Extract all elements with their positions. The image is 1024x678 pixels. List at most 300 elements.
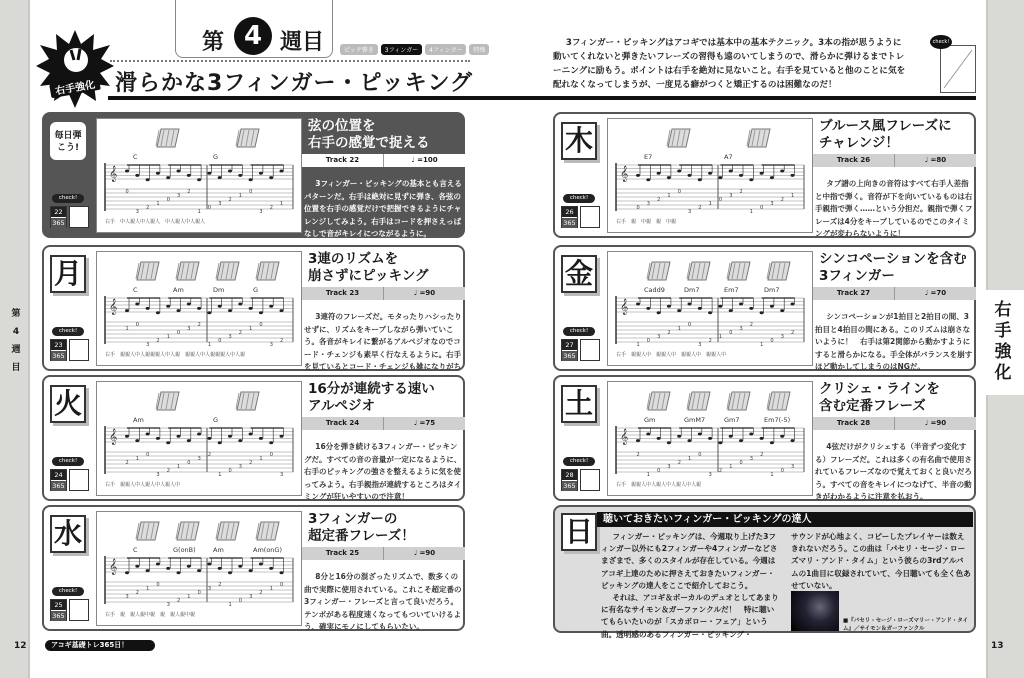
day-counter bbox=[50, 599, 67, 621]
chord-name: Em7(-5) bbox=[764, 416, 791, 424]
practice-panel-25 bbox=[42, 505, 465, 631]
practice-panel-26 bbox=[553, 112, 976, 238]
chord-name: A7 bbox=[724, 153, 733, 161]
day-counter bbox=[50, 206, 67, 228]
tab-number: 1 bbox=[760, 342, 764, 348]
panel-description: 4弦だけがクリシェする（半音ずつ変化する）フレーズだ。これは多くの有名曲で使用されているフレーズなので覚えておくと良いだろう。すべての音をキレイにつなげて、半音の動きがわかるように注意を払おう。 bbox=[815, 442, 972, 501]
note-head bbox=[259, 311, 263, 314]
notation-svg bbox=[608, 119, 812, 232]
note-head bbox=[218, 176, 222, 179]
treble-clef-icon: 𝄞 bbox=[109, 559, 118, 575]
tab-number: 0 bbox=[166, 197, 170, 203]
note-head bbox=[791, 174, 795, 177]
album-cover-image bbox=[791, 591, 839, 631]
sunday-panel bbox=[553, 505, 976, 639]
note-head bbox=[259, 172, 263, 175]
tab-number: 2 bbox=[259, 590, 263, 596]
tab-number: 2 bbox=[125, 460, 129, 466]
side-char: 強 bbox=[994, 342, 1012, 362]
tab-number: 0 bbox=[698, 452, 702, 458]
tab-number: 3 bbox=[228, 334, 232, 340]
note-head bbox=[249, 433, 253, 436]
note-head bbox=[667, 176, 671, 179]
tab-number: 2 bbox=[249, 460, 253, 466]
category-tag[interactable]: 特殊 bbox=[469, 44, 489, 55]
tab-number: 2 bbox=[177, 598, 181, 604]
tempo: ♩ =90 bbox=[894, 417, 976, 430]
side-char: 週 bbox=[11, 345, 21, 355]
practice-panel-27 bbox=[553, 245, 976, 371]
note-head bbox=[688, 439, 692, 442]
sunday-title: 聴いておきたいフィンガー・ピッキングの達人 bbox=[597, 512, 973, 527]
tab-number: 0 bbox=[218, 338, 222, 344]
tab-number: 3 bbox=[749, 456, 753, 462]
note-head bbox=[791, 439, 795, 442]
tab-number: 0 bbox=[677, 189, 681, 195]
note-head bbox=[646, 307, 650, 310]
music-notation bbox=[607, 381, 813, 496]
note-head bbox=[187, 565, 191, 568]
day-box: 木 bbox=[561, 122, 597, 160]
day-count: 22 bbox=[54, 208, 63, 216]
tab-number: 1 bbox=[770, 472, 774, 478]
tab-number: 1 bbox=[269, 586, 273, 592]
tab-number: 2 bbox=[166, 468, 170, 474]
check-box[interactable] bbox=[580, 469, 600, 491]
check-box[interactable] bbox=[69, 339, 89, 361]
tempo: ♩ =75 bbox=[383, 417, 465, 430]
note-head bbox=[280, 170, 284, 173]
note-head bbox=[146, 433, 150, 436]
note-head bbox=[646, 178, 650, 181]
tab-number: 2 bbox=[269, 205, 273, 211]
note-head bbox=[780, 309, 784, 312]
check-bubble: check! bbox=[563, 327, 595, 336]
day-count: 27 bbox=[565, 341, 574, 349]
track-number: Track 28 bbox=[836, 419, 871, 427]
dotted-divider bbox=[110, 60, 470, 62]
tab-number: 0 bbox=[780, 468, 784, 474]
tab-number: 2 bbox=[749, 322, 753, 328]
tab-number: 1 bbox=[667, 193, 671, 199]
music-notation bbox=[96, 118, 302, 233]
day-total: 365 bbox=[52, 612, 65, 620]
series-label: アコギ基礎トレ365日！ bbox=[45, 640, 155, 651]
track-number: Track 24 bbox=[325, 419, 360, 427]
music-notation bbox=[607, 118, 813, 233]
notation-svg bbox=[97, 252, 301, 365]
chord-name: Gm7 bbox=[724, 416, 740, 424]
note-head bbox=[760, 311, 764, 314]
day-total: 365 bbox=[52, 352, 65, 360]
day-counter bbox=[561, 339, 578, 361]
tab-number: 0 bbox=[646, 338, 650, 344]
note-head bbox=[688, 303, 692, 306]
note-head bbox=[677, 435, 681, 438]
note-head bbox=[135, 174, 139, 177]
note-head bbox=[125, 435, 129, 438]
note-head bbox=[238, 439, 242, 442]
note-head bbox=[269, 567, 273, 570]
note-head bbox=[238, 174, 242, 177]
side-char: 4 bbox=[12, 327, 20, 337]
tab-number: 0 bbox=[269, 452, 273, 458]
check-bubble: check! bbox=[930, 35, 952, 49]
note-head bbox=[166, 441, 170, 444]
side-section-label bbox=[988, 300, 1018, 384]
chord-name: Dm7 bbox=[684, 286, 700, 294]
note-head bbox=[708, 172, 712, 175]
note-head bbox=[207, 437, 211, 440]
tab-number: 0 bbox=[249, 189, 253, 195]
note-head bbox=[207, 172, 211, 175]
note-head bbox=[238, 565, 242, 568]
tab-number: 1 bbox=[166, 334, 170, 340]
sunday-paragraph: フィンガー・ピッキングは、今週取り上げた3フィンガー以外にも2フィンガーや4フィンガーなどさまざまで、多くのスタイルが存在している。今週はアコギ上達のために押さえておきたいフィンガー・ピッキングの達人をここで紹介しておこう。 bbox=[601, 532, 778, 590]
note-head bbox=[739, 303, 743, 306]
day-box: 火 bbox=[50, 385, 86, 423]
note-head bbox=[657, 437, 661, 440]
chord-name: Am bbox=[133, 416, 144, 424]
chord-name: Am bbox=[173, 286, 184, 294]
week-tab bbox=[175, 0, 333, 58]
practice-panel-23 bbox=[42, 245, 465, 371]
tab-number: 3 bbox=[657, 334, 661, 340]
track-number: Track 27 bbox=[836, 289, 871, 297]
side-char: 目 bbox=[11, 363, 21, 373]
check-bubble: check! bbox=[52, 587, 84, 596]
practice-panel-24 bbox=[42, 375, 465, 501]
album-caption: ■『パセリ・セージ・ローズマリー・アンド・タイム』／サイモン＆ガーファンクル bbox=[843, 618, 969, 632]
note-head bbox=[688, 174, 692, 177]
tab-number: 1 bbox=[708, 201, 712, 207]
tab-number: 0 bbox=[187, 460, 191, 466]
tab-number: 3 bbox=[135, 209, 139, 215]
tab-number: 3 bbox=[218, 201, 222, 207]
track-info bbox=[302, 154, 465, 167]
panel-title: クリシェ・ラインを 含む定番フレーズ bbox=[819, 381, 940, 414]
page-title: 滑らかな3フィンガー・ピッキング bbox=[115, 71, 474, 96]
panel-description: 16分を弾き続ける3フィンガー・ピッキングだ。すべての音の音量が一定になるように、右手のピッキングの強さを整えるように気を使ってみよう。右手親指が連続するところはタイミングが狂いやすいので注意！ bbox=[304, 442, 462, 501]
panel-title: シンコペーションを含む 3フィンガー bbox=[819, 251, 967, 284]
tab-number: 3 bbox=[770, 201, 774, 207]
note-head bbox=[259, 563, 263, 566]
note-head bbox=[677, 309, 681, 312]
right-hand-fingering: 右手 親親人中 親親人中 親親人中 親親人中 bbox=[616, 352, 727, 358]
note-head bbox=[249, 307, 253, 310]
tab-number: 2 bbox=[197, 322, 201, 328]
note-head bbox=[760, 172, 764, 175]
tab-number: 1 bbox=[218, 472, 222, 478]
notation-svg bbox=[608, 382, 812, 495]
tab-number: 1 bbox=[228, 602, 232, 608]
category-tag[interactable]: 4フィンガー bbox=[425, 44, 466, 55]
note-head bbox=[677, 170, 681, 173]
tab-number: 1 bbox=[636, 342, 640, 348]
note-head bbox=[228, 170, 232, 173]
tab-number: 3 bbox=[146, 342, 150, 348]
chord-name: Gm bbox=[644, 416, 656, 424]
chord-name: Dm bbox=[213, 286, 225, 294]
note-head bbox=[125, 571, 129, 574]
note-head bbox=[708, 437, 712, 440]
note-head bbox=[156, 172, 160, 175]
tab-number: 1 bbox=[791, 193, 795, 199]
note-head bbox=[780, 435, 784, 438]
note-head bbox=[177, 435, 181, 438]
note-head bbox=[218, 567, 222, 570]
note-head bbox=[228, 571, 232, 574]
note-head bbox=[177, 170, 181, 173]
starburst-logo-icon bbox=[36, 30, 114, 110]
check-bubble: check! bbox=[563, 457, 595, 466]
note-head bbox=[646, 433, 650, 436]
category-tag[interactable]: ピック弾き bbox=[340, 44, 378, 55]
page-number-left: 12 bbox=[14, 641, 27, 651]
note-head bbox=[135, 439, 139, 442]
note-head bbox=[166, 176, 170, 179]
tab-number: 1 bbox=[197, 209, 201, 215]
note-head bbox=[269, 176, 273, 179]
tab-number: 1 bbox=[259, 456, 263, 462]
note-head bbox=[760, 437, 764, 440]
sunday-paragraph: それは、アコギ＆ボーカルのデュオとしてあまりに有名なサイモン＆ガーファンクルだ！ 特に聴いてもらいたいのが「スカボロー・フェア」という曲。透明感のあるフィンガー・ピッキング・ bbox=[601, 593, 779, 639]
note-head bbox=[269, 305, 273, 308]
tab-number: 2 bbox=[146, 205, 150, 211]
tab-number: 0 bbox=[125, 189, 129, 195]
side-char: 右 bbox=[994, 300, 1012, 320]
day-box-sunday: 日 bbox=[561, 513, 597, 551]
note-head bbox=[636, 174, 640, 177]
tab-number: 0 bbox=[177, 330, 181, 336]
tab-number: 1 bbox=[125, 326, 129, 332]
track-number: Track 25 bbox=[325, 549, 360, 557]
check-slash-icon bbox=[941, 46, 974, 91]
tab-number: 2 bbox=[238, 330, 242, 336]
note-head bbox=[249, 569, 253, 572]
note-head bbox=[749, 433, 753, 436]
check-box[interactable] bbox=[69, 599, 89, 621]
panel-description: 3連符のフレーズだ。モタったりハシったりせずに、リズムをキープしながら弾いていこう。各音がキレイに繋がるアルペジオなのでコード・チェンジも素早く行なえるように。右手を見ているとコード・チェンジも雑になりがち bbox=[304, 312, 462, 371]
check-box[interactable] bbox=[580, 206, 600, 228]
note-head bbox=[657, 172, 661, 175]
chord-name: GmM7 bbox=[684, 416, 706, 424]
note-head bbox=[197, 307, 201, 310]
tab-number: 1 bbox=[718, 334, 723, 340]
tab-number: 0 bbox=[739, 460, 743, 466]
tab-number: 3 bbox=[667, 464, 671, 470]
panel-description: シンコペーションが1拍目と2拍目の間、3拍目と4拍目の間にある。このリズムは崩さないように！ 右手は第2関節から動かすようにすると滑らかになる。手全体がバランスを崩すほど動かしてしまうのはNGだ。 bbox=[815, 312, 973, 371]
chord-name: G bbox=[213, 153, 219, 161]
tab-number: 2 bbox=[677, 460, 681, 466]
day-counter bbox=[561, 469, 578, 491]
day-box: 月 bbox=[50, 255, 86, 293]
treble-clef-icon: 𝄞 bbox=[109, 166, 118, 182]
note-head bbox=[197, 178, 201, 181]
tab-number: 1 bbox=[207, 342, 212, 348]
note-head bbox=[708, 311, 712, 314]
note-head bbox=[146, 569, 150, 572]
check-box[interactable] bbox=[580, 339, 600, 361]
note-head bbox=[770, 176, 774, 179]
note-head bbox=[197, 569, 201, 572]
treble-clef-icon: 𝄞 bbox=[620, 299, 629, 315]
tab-number: 0 bbox=[207, 205, 212, 211]
tab-number: 2 bbox=[156, 338, 160, 344]
chord-name: Dm7 bbox=[764, 286, 780, 294]
week-number: 4 bbox=[234, 17, 272, 55]
note-head bbox=[718, 305, 722, 308]
tab-number: 1 bbox=[177, 464, 181, 470]
tab-number: 2 bbox=[135, 590, 139, 596]
note-head bbox=[259, 437, 263, 440]
tab-number: 0 bbox=[718, 197, 723, 203]
note-head bbox=[739, 174, 743, 177]
tab-number: 2 bbox=[228, 197, 232, 203]
tab-number: 3 bbox=[197, 456, 201, 462]
tab-number: 1 bbox=[729, 464, 733, 470]
chord-name: E7 bbox=[644, 153, 653, 161]
tab-number: 3 bbox=[249, 594, 253, 600]
note-head bbox=[269, 441, 273, 444]
tab-number: 0 bbox=[688, 322, 692, 328]
side-week-label bbox=[8, 305, 24, 377]
day-counter bbox=[50, 469, 67, 491]
chord-name: Cadd9 bbox=[644, 286, 665, 294]
day-total: 365 bbox=[563, 219, 576, 227]
tempo: ♩ =70 bbox=[894, 287, 976, 300]
treble-clef-icon: 𝄞 bbox=[620, 429, 629, 445]
tab-number: 1 bbox=[187, 594, 191, 600]
tab-number: 2 bbox=[218, 582, 222, 588]
day-counter bbox=[561, 206, 578, 228]
tempo: ♩ =100 bbox=[383, 154, 465, 167]
side-char: 第 bbox=[11, 309, 21, 319]
page-number-right: 13 bbox=[991, 641, 1004, 651]
practice-panel-22 bbox=[42, 112, 465, 238]
tab-number: 1 bbox=[156, 201, 160, 207]
week-prefix: 第 bbox=[202, 30, 225, 55]
track-info bbox=[302, 547, 465, 560]
tab-number: 0 bbox=[760, 205, 764, 211]
tab-number: 3 bbox=[269, 342, 273, 348]
right-hand-fingering: 右手 親親人中人親人中人親人中人親 bbox=[616, 482, 702, 488]
day-count: 28 bbox=[565, 471, 574, 479]
intro-text: 3フィンガー・ピッキングはアコギでは基本中の基本テクニック。3本の指が思うように動いてくれないと弾きたいフレーズの習得も遠のいてしまうので、滑らかに弾けるまでトレーニングに励もう。ポイントは右手を絶対に見ないこと。右手を見ていると他のことに気を配れなくなってしまうが、一度見る癖がつくと矯正するのは困難なのだ！ bbox=[553, 38, 906, 90]
track-info bbox=[813, 154, 976, 167]
panel-title: 3フィンガーの 超定番フレーズ！ bbox=[308, 511, 415, 544]
note-head bbox=[166, 567, 170, 570]
category-tag[interactable]: 3フィンガー bbox=[381, 44, 422, 55]
side-char: 化 bbox=[994, 363, 1012, 383]
note-head bbox=[280, 309, 284, 312]
panel-description: 3フィンガー・ピッキングの基本とも言えるパターンだ。右手は絶対に見ずに弾き、各弦の位置を右手の感覚だけで把握できるようにチャレンジしてみよう。右手はコードを押さえっぱなしで音がキレイにつながるように。 bbox=[304, 179, 462, 238]
day-total: 365 bbox=[52, 482, 65, 490]
tab-number: 2 bbox=[698, 205, 702, 211]
right-hand-fingering: 右手 親親人中人親人中人親人中 bbox=[105, 482, 181, 488]
note-head bbox=[729, 309, 733, 312]
tab-number: 1 bbox=[280, 201, 284, 207]
tab-number: 3 bbox=[729, 193, 733, 199]
tab-number: 2 bbox=[791, 330, 795, 336]
note-head bbox=[125, 170, 129, 173]
note-head bbox=[791, 303, 795, 306]
tab-number: 3 bbox=[177, 193, 181, 199]
note-head bbox=[636, 303, 640, 306]
right-hand-fingering: 右手 中人親人中人親人 中人親人中人親人 bbox=[105, 219, 206, 225]
chord-name: G bbox=[253, 286, 259, 294]
chord-name: C bbox=[133, 153, 138, 161]
tab-number: 3 bbox=[166, 602, 170, 608]
chord-name: G bbox=[213, 416, 219, 424]
notation-svg bbox=[97, 382, 301, 495]
tab-number: 2 bbox=[207, 452, 212, 458]
note-head bbox=[238, 303, 242, 306]
check-box[interactable] bbox=[69, 469, 89, 491]
note-head bbox=[718, 441, 722, 444]
panel-description: 8分と16分の混ざったリズムで、数多くの曲で実際に使用されている。これこそ超定番の3フィンガー・フレーズと言って良いだろう。テンポがある程度速くなってもついていけるよう、確実にモノにしてもらいたい。 bbox=[304, 572, 462, 631]
note-head bbox=[228, 435, 232, 438]
tab-number: 2 bbox=[780, 197, 784, 203]
music-notation bbox=[96, 511, 302, 626]
note-head bbox=[698, 178, 702, 181]
tab-number: 3 bbox=[698, 342, 702, 348]
tab-number: 1 bbox=[135, 456, 139, 462]
note-head bbox=[718, 176, 722, 179]
track-info bbox=[302, 287, 465, 300]
tab-number: 1 bbox=[238, 193, 242, 199]
right-hand-fingering: 右手 親 中親 親 中親 bbox=[616, 219, 677, 225]
tab-number: 3 bbox=[187, 326, 191, 332]
tab-number: 1 bbox=[677, 326, 681, 332]
check-bubble: check! bbox=[52, 194, 84, 203]
category-tags bbox=[340, 44, 489, 55]
intro-check-box[interactable] bbox=[940, 45, 976, 93]
note-head bbox=[197, 433, 201, 436]
note-head bbox=[218, 305, 222, 308]
note-head bbox=[729, 435, 733, 438]
check-box[interactable] bbox=[69, 206, 89, 228]
note-head bbox=[228, 309, 232, 312]
tab-number: 0 bbox=[657, 468, 661, 474]
tab-number: 3 bbox=[156, 472, 160, 478]
note-head bbox=[156, 311, 160, 314]
note-head bbox=[667, 441, 671, 444]
tab-number: 3 bbox=[125, 594, 129, 600]
sunday-text-col2: サウンドが心地よく、コピーしたプレイヤーは数えきれないだろう。この曲は「パセリ・セージ・ローズマリ・アンド・タイム」という彼らの3rdアルバムの1曲目に収録されていて、今日聴いても全く色あせていない。 bbox=[791, 532, 971, 590]
tab-number: 2 bbox=[657, 197, 661, 203]
check-bubble: check! bbox=[52, 327, 84, 336]
tab-number: 0 bbox=[146, 452, 150, 458]
right-margin-strip bbox=[986, 0, 1024, 290]
tab-number: 0 bbox=[238, 598, 242, 604]
tab-number: 3 bbox=[708, 472, 712, 478]
track-info bbox=[813, 417, 976, 430]
treble-clef-icon: 𝄞 bbox=[109, 299, 118, 315]
tab-number: 3 bbox=[238, 464, 242, 470]
note-head bbox=[780, 170, 784, 173]
tab-number: 2 bbox=[739, 189, 743, 195]
note-head bbox=[729, 170, 733, 173]
title-rule bbox=[108, 96, 976, 100]
music-notation bbox=[96, 381, 302, 496]
panel-description: タブ譜の上向きの音符はすべて右手人差指と中指で弾く。音符が下を向いているものは右手親指で弾く……という分担だ。親指で弾くフレーズは4分をキープしているのでこのタイミングが変わらないように！ bbox=[815, 179, 973, 238]
note-head bbox=[770, 441, 774, 444]
tab-number: 2 bbox=[187, 189, 191, 195]
right-hand-fingering: 右手 親 親人親中親 親 親人親中親 bbox=[105, 612, 196, 618]
treble-clef-icon: 𝄞 bbox=[109, 429, 118, 445]
tab-number: 1 bbox=[146, 586, 150, 592]
